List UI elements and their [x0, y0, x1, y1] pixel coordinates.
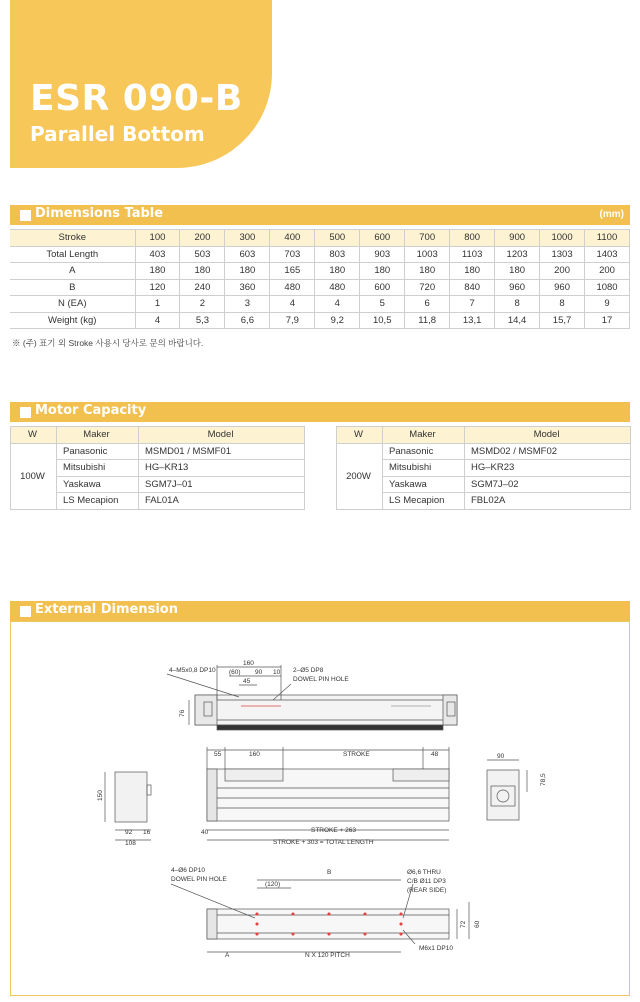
table-cell: 840	[450, 279, 495, 296]
external-dimension-drawing	[10, 621, 630, 996]
table-cell: 15,7	[540, 312, 585, 329]
model-cell: HG–KR13	[139, 460, 305, 477]
wattage-cell: 100W	[11, 443, 57, 509]
table-cell: 17	[585, 312, 630, 329]
square-bullet-icon	[20, 210, 31, 221]
model-cell: FBL02A	[465, 493, 631, 510]
header-stroke-value: 500	[315, 230, 360, 247]
dim-90r-label: 90	[497, 753, 505, 760]
table-cell: 180	[135, 263, 180, 280]
header-stroke-value: 200	[180, 230, 225, 247]
dim-160-label: 160	[243, 660, 254, 667]
table-cell: 2	[180, 296, 225, 313]
dim-stroke-label: STROKE	[343, 751, 370, 758]
dim-pin-top-label: 2–Ø5 DP8	[293, 667, 324, 674]
dim-72-label: 72	[460, 920, 467, 928]
header-cell: Maker	[57, 427, 139, 444]
section-title: Motor Capacity	[35, 403, 147, 418]
dim-150-label: 150	[97, 790, 104, 801]
table-cell: 600	[360, 279, 405, 296]
row-label: Weight (kg)	[10, 312, 135, 329]
table-cell: 960	[495, 279, 540, 296]
dim-45-label: 45	[243, 678, 251, 685]
header-stroke-value: 900	[495, 230, 540, 247]
table-cell: 7	[450, 296, 495, 313]
model-cell: HG–KR23	[465, 460, 631, 477]
table-cell: 180	[405, 263, 450, 280]
dim-55-label: 55	[214, 751, 222, 758]
dim-a-label: A	[225, 952, 230, 959]
table-cell: 480	[315, 279, 360, 296]
table-cell: 180	[180, 263, 225, 280]
maker-cell: Yaskawa	[383, 476, 465, 493]
row-label: B	[10, 279, 135, 296]
table-cell: 120	[135, 279, 180, 296]
maker-cell: Panasonic	[57, 443, 139, 460]
table-row	[10, 246, 630, 263]
dim-pin6-label: 4–Ø6 DP10	[171, 867, 205, 874]
dim-120-label: (120)	[265, 881, 281, 888]
wattage-cell: 200W	[337, 443, 383, 509]
header-stroke-value: 300	[225, 230, 270, 247]
table-cell: 7,9	[270, 312, 315, 329]
table-cell: 9,2	[315, 312, 360, 329]
section-title: Dimensions Table	[35, 206, 164, 221]
table-row	[10, 312, 630, 329]
table-cell: 703	[270, 246, 315, 263]
hero-banner	[10, 0, 272, 168]
header-stroke-value: 100	[135, 230, 180, 247]
table-cell: 480	[270, 279, 315, 296]
table-cell: 803	[315, 246, 360, 263]
table-cell: 1003	[405, 246, 450, 263]
table-cell: 200	[585, 263, 630, 280]
table-cell: 11,8	[405, 312, 450, 329]
maker-cell: LS Mecapion	[57, 493, 139, 510]
dim-10-label: 10	[273, 669, 281, 676]
dim-m6-label: M6x1 DP10	[419, 945, 453, 952]
dim-stroke263-label: STROKE + 263	[311, 827, 356, 834]
table-cell: 603	[225, 246, 270, 263]
table-cell: 4	[270, 296, 315, 313]
external-section-header	[10, 601, 630, 621]
table-cell: 1	[135, 296, 180, 313]
dim-40-label: 40	[201, 829, 209, 836]
square-bullet-icon	[20, 606, 31, 617]
maker-cell: Yaskawa	[57, 476, 139, 493]
header-stroke: Stroke	[10, 230, 135, 247]
unit-label: (mm)	[599, 209, 624, 220]
table-header-row	[337, 427, 631, 444]
product-title: ESR 090-B	[30, 78, 243, 119]
table-cell: 165	[270, 263, 315, 280]
table-cell: 240	[180, 279, 225, 296]
header-stroke-value: 400	[270, 230, 315, 247]
dim-thru-label: Ø6,6 THRU	[407, 869, 441, 876]
table-cell: 1303	[540, 246, 585, 263]
model-cell: FAL01A	[139, 493, 305, 510]
table-cell: 3	[225, 296, 270, 313]
model-cell: SGM7J–02	[465, 476, 631, 493]
dim-76-label: 76	[179, 709, 186, 717]
square-bullet-icon	[20, 407, 31, 418]
header-cell: Maker	[383, 427, 465, 444]
header-stroke-value: 1100	[585, 230, 630, 247]
table-cell: 403	[135, 246, 180, 263]
table-cell: 1403	[585, 246, 630, 263]
dim-16-label: 16	[143, 829, 151, 836]
table-cell: 180	[450, 263, 495, 280]
motor-table-100w	[10, 426, 305, 510]
table-cell: 8	[540, 296, 585, 313]
table-cell: 200	[540, 263, 585, 280]
table-cell: 9	[585, 296, 630, 313]
header-cell: Model	[465, 427, 631, 444]
product-subtitle: Parallel Bottom	[30, 122, 205, 146]
maker-cell: Mitsubishi	[57, 460, 139, 477]
table-cell: 1103	[450, 246, 495, 263]
header-stroke-value: 600	[360, 230, 405, 247]
dim-92-label: 92	[125, 829, 133, 836]
dimensions-section-header	[10, 205, 630, 225]
table-header-row	[10, 230, 630, 247]
table-cell: 8	[495, 296, 540, 313]
dim-rear-label: (REAR SIDE)	[407, 887, 447, 894]
table-cell: 720	[405, 279, 450, 296]
table-cell: 5	[360, 296, 405, 313]
row-label: N (EA)	[10, 296, 135, 313]
row-label: Total Length	[10, 246, 135, 263]
table-cell: 1080	[585, 279, 630, 296]
table-cell: 903	[360, 246, 405, 263]
header-cell: Model	[139, 427, 305, 444]
dim-108-label: 108	[125, 840, 136, 847]
section-title: External Dimension	[35, 602, 178, 617]
motor-section-header	[10, 402, 630, 422]
table-cell: 4	[135, 312, 180, 329]
table-cell: 5,3	[180, 312, 225, 329]
motor-table-200w	[336, 426, 631, 510]
dim-pitch-label: N X 120 PITCH	[305, 952, 350, 959]
dim-60v-label: 60	[474, 920, 481, 928]
table-row	[11, 443, 305, 460]
model-cell: MSMD01 / MSMF01	[139, 443, 305, 460]
dim-cb-label: C/B Ø11 DP3	[407, 878, 446, 885]
table-cell: 180	[495, 263, 540, 280]
model-cell: SGM7J–01	[139, 476, 305, 493]
model-cell: MSMD02 / MSMF02	[465, 443, 631, 460]
table-cell: 14,4	[495, 312, 540, 329]
inquiry-note: ※ (주) 표기 외 Stroke 사용시 당사로 문의 바랍니다.	[12, 338, 204, 348]
dim-60-label: (60)	[229, 669, 241, 676]
table-cell: 180	[360, 263, 405, 280]
dim-dowel-bottom-label: DOWEL PIN HOLE	[171, 876, 227, 883]
table-row	[337, 443, 631, 460]
maker-cell: Mitsubishi	[383, 460, 465, 477]
dim-m5-label: 4–M5x0,8 DP10	[169, 667, 216, 674]
header-stroke-value: 1000	[540, 230, 585, 247]
header-stroke-value: 700	[405, 230, 450, 247]
table-cell: 10,5	[360, 312, 405, 329]
maker-cell: LS Mecapion	[383, 493, 465, 510]
table-row	[10, 279, 630, 296]
top-elevation	[167, 665, 457, 730]
header-cell: W	[337, 427, 383, 444]
dimensions-table	[10, 229, 630, 329]
technical-drawing	[11, 622, 629, 995]
table-cell: 13,1	[450, 312, 495, 329]
dim-b-label: B	[327, 869, 332, 876]
table-cell: 1203	[495, 246, 540, 263]
row-label: A	[10, 263, 135, 280]
table-row	[10, 296, 630, 313]
dim-160b-label: 160	[249, 751, 260, 758]
end-view-right	[487, 760, 527, 820]
table-cell: 960	[540, 279, 585, 296]
header-stroke-value: 800	[450, 230, 495, 247]
table-header-row	[11, 427, 305, 444]
table-cell: 180	[315, 263, 360, 280]
dim-78-label: 78,5	[540, 773, 547, 786]
table-row	[10, 263, 630, 280]
header-cell: W	[11, 427, 57, 444]
table-cell: 360	[225, 279, 270, 296]
dim-total-label: STROKE + 303 = TOTAL LENGTH	[273, 839, 374, 846]
dim-90-label: 90	[255, 669, 263, 676]
table-cell: 4	[315, 296, 360, 313]
table-cell: 6	[405, 296, 450, 313]
table-cell: 503	[180, 246, 225, 263]
maker-cell: Panasonic	[383, 443, 465, 460]
table-cell: 180	[225, 263, 270, 280]
table-cell: 6,6	[225, 312, 270, 329]
dim-dowel-top-label: DOWEL PIN HOLE	[293, 676, 349, 683]
dim-48-label: 48	[431, 751, 439, 758]
